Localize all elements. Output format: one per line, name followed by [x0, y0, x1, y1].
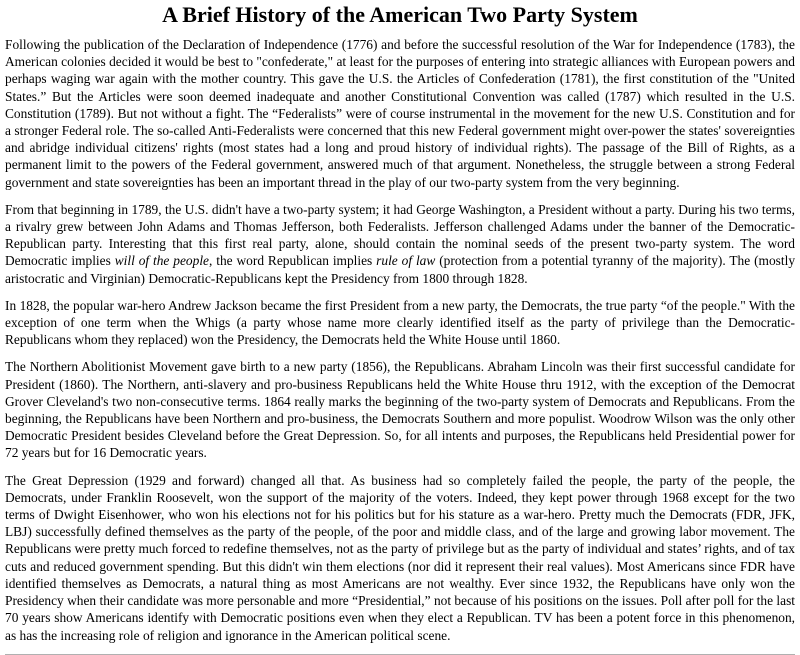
paragraph-confederation: Following the publication of the Declaration of Independence (1776) and before the successful resolution of the War for Independence (1783), the American colonies decided it would be best to "confederate," at least for the purposes of entering into strategic alliances with European powers and perhaps waging war again with the mother country. This gave the U.S. the Articles of Confederation (1781), the first constitution of the "United States.” But the Articles were soon deemed inadequate and another Constitutional Convention was called (1787) which resulted in the U.S. Constitution (1789). But not without a fight. The “Federalists” were of course instrumental in the movement for the new U.S. Constitution and for a stronger Federal role. The so-called Anti-Federalists were concerned that this new Federal government might over-power the states' sovereignties and abridge individual citizens' rights (most states had a long and proud history of individual rights). The passage of the Bill of Rights, as a permanent limit to the powers of the Federal government, answered much of that argument. Nonetheless, the struggle between a strong Federal government and state sovereignties has been an important thread in the play of our two-party system from the very beginning. [5, 37, 795, 190]
document-page [0, 2, 800, 655]
emphasis-will-of-the-people: will of the people [114, 253, 209, 269]
paragraph-text-segment: From that beginning in 1789, the U.S. didn't have a two-party system; it had George Washington, a President without a party. During his two terms, a rivalry grew between John Adams and Thomas Jefferson, both Federalists. Jefferson challenged Adams under the banner of the Democratic-Republican party. Interesting that this first real party, alone, should contain the nominal seeds of the present two-party system. The word Democratic implies [5, 201, 795, 269]
paragraph-great-depression: The Great Depression (1929 and forward) changed all that. As business had so completely failed the people, the party of the people, the Democrats, under Franklin Roosevelt, won the support of the majority of the voters. Indeed, they kept power through 1968 except for the two terms of Dwight Eisenhower, who won his elections not for his politics but for his stature as a war-hero. Pretty much the Democrats (FDR, JFK, LBJ) successfully defined themselves as the party of the people, of the poor and middle class, and of the large and growing labor movement. The Republicans were pretty much forced to redefine themselves, not as the party of privilege but as the party of individual and states’ rights, and of tax cuts and reduced government spending. But this didn't win them elections (nor did it represent their real values). Most Americans since FDR have identified themselves as Democrats, a natural thing as most Americans are not wealthy. Ever since 1932, the Republicans have only won the Presidency when their candidate was more personable and more “Presidential,” not because of his positions on the issues. Poll after poll for the last 70 years show Americans identify with Democratic positions even when they elect a Republican. TV has been a potent force in this phenomenon, as has the increasing role of religion and ignorance in the American political scene. [5, 472, 795, 643]
page-title: A Brief History of the American Two Party System [162, 2, 638, 27]
paragraph-text-segment: , the word Republican implies [208, 253, 377, 269]
paragraph-jackson-democrats: In 1828, the popular war-hero Andrew Jackson became the first President from a new party, the Democrats, the true party “of the people." With the exception of one term when the Whigs (a party whose name more clearly identified itself as the party of privilege than the Democratic-Republicans whom they replaced) won the Presidency, the Democrats held the White House until 1860. [5, 297, 795, 348]
paragraph-republicans: The Northern Abolitionist Movement gave birth to a new party (1856), the Republicans. Abraham Lincoln was their first successful candidate for President (1860). The Northern, anti-slavery and pro-business Republicans held the White House thru 1912, with the exception of the Democrat Grover Cleveland's two non-consecutive terms. 1864 really marks the beginning of the two-party system of Democrats and Republicans. From the beginning, the Republicans have been Northern and pro-business, the Democrats Southern and more populist. Woodrow Wilson was the only other Democratic President besides Cleveland before the Great Depression. So, for all intents and purposes, the Republicans held Presidential power for 72 years but for 16 Democratic years. [5, 359, 795, 461]
paragraph-early-parties [5, 201, 795, 287]
paragraph-text-segment: (protection from a potential tyranny of the majority). The (mostly aristocratic and Virginian) Democratic-Republicans kept the Presidency from 1800 through 1828. [5, 253, 796, 286]
emphasis-rule-of-law: rule of law [376, 253, 436, 269]
